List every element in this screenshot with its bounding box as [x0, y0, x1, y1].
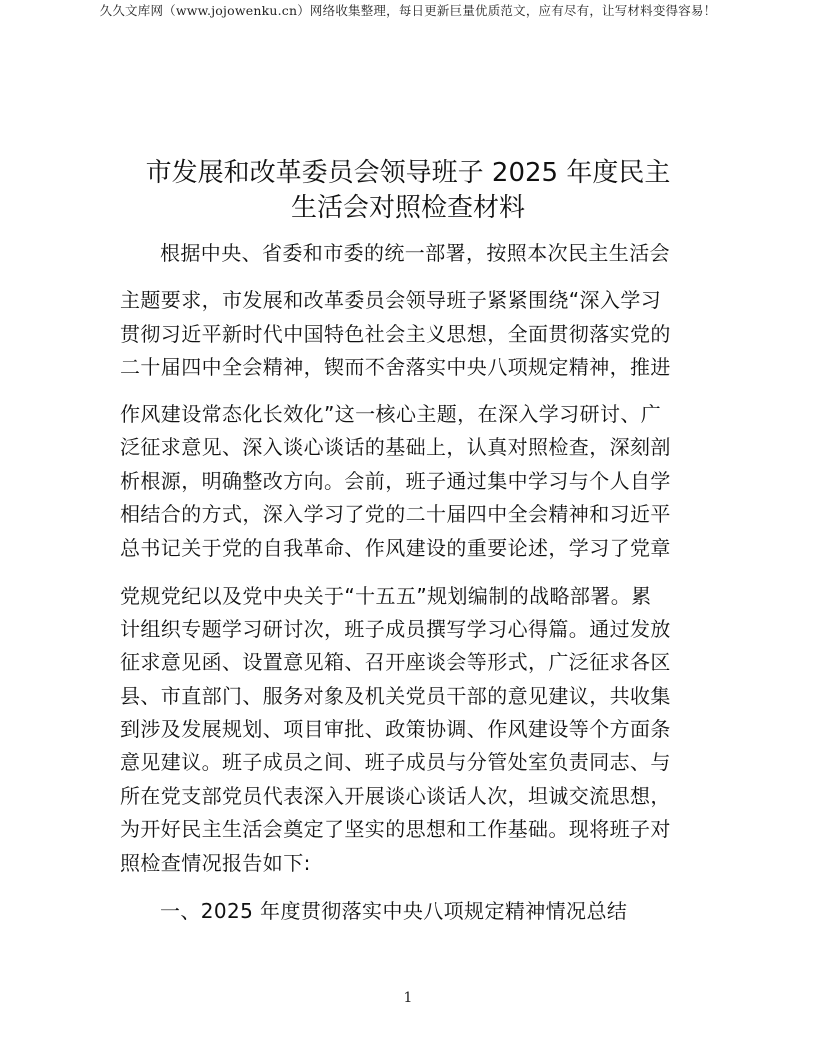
site-header-notice: 久久文库网（www.jojowenku.cn）网络收集整理，每日更新巨量优质范文，应有尽有，让写材料变得容易！ — [99, 3, 717, 18]
body-line-18: 照检查情况报告如下: — [120, 851, 311, 875]
body-line-16: 所在党支部党员代表深入开展谈心谈话人次，坦诚交流思想， — [120, 784, 671, 808]
body-line-17: 为开好民主生活会奠定了坚实的思想和工作基础。现将班子对 — [120, 817, 671, 841]
body-line-12: 征求意见函、设置意见箱、召开座谈会等形式，广泛征求各区 — [120, 650, 671, 674]
body-line-3: 贯彻习近平新时代中国特色社会主义思想，全面贯彻落实党的 — [120, 322, 671, 346]
section-heading-1: 一、2025 年度贯彻落实中央八项规定精神情况总结 — [160, 899, 628, 923]
document-title-line-1: 市发展和改革委员会领导班子 2025 年度民主 — [145, 158, 671, 188]
body-line-7: 析根源，明确整改方向。会前，班子通过集中学习与个人自学 — [120, 469, 671, 493]
body-line-10: 党规党纪以及党中央关于“十五五”规划编制的战略部署。累 — [120, 584, 652, 608]
body-line-5: 作风建设常态化长效化”这一核心主题，在深入学习研讨、广 — [120, 402, 662, 426]
body-line-2: 主题要求，市发展和改革委员会领导班子紧紧围绕“深入学习 — [120, 288, 662, 312]
body-line-15: 意见建议。班子成员之间、班子成员与分管处室负责同志、与 — [120, 750, 671, 774]
body-line-1: 根据中央、省委和市委的统一部署，按照本次民主生活会 — [160, 241, 670, 265]
body-line-4: 二十届四中全会精神，锲而不舍落实中央八项规定精神，推进 — [120, 355, 671, 379]
page-number: 1 — [403, 990, 413, 1006]
body-line-6: 泛征求意见、深入谈心谈话的基础上，认真对照检查，深刻剖 — [120, 435, 671, 459]
body-line-14: 到涉及发展规划、项目审批、政策协调、作风建设等个方面条 — [120, 717, 671, 741]
body-line-8: 相结合的方式，深入学习了党的二十届四中全会精神和习近平 — [120, 502, 671, 526]
body-line-13: 县、市直部门、服务对象及机关党员干部的意见建议，共收集 — [120, 684, 671, 708]
body-line-9: 总书记关于党的自我革命、作风建设的重要论述，学习了党章 — [120, 536, 671, 560]
document-title-line-2: 生活会对照检查材料 — [290, 193, 525, 223]
body-line-11: 计组织专题学习研讨次，班子成员撰写学习心得篇。通过发放 — [120, 617, 671, 641]
